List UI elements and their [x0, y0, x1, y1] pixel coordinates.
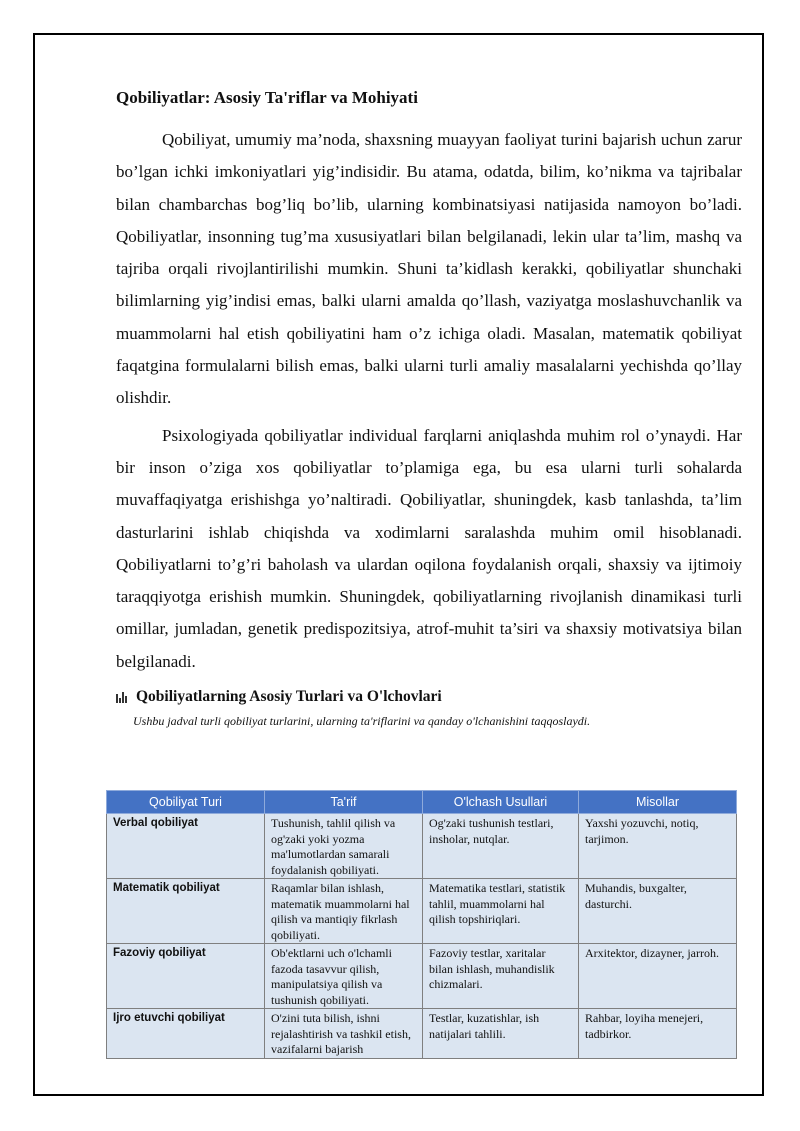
- abilities-table: [106, 790, 737, 1059]
- ability-type-cell: Verbal qobiliyat: [107, 814, 265, 879]
- ability-type-cell: Matematik qobiliyat: [107, 879, 265, 944]
- measurement-cell: Matematika testlari, statistik tahlil, muammolarni hal qilish topshiriqlari.: [423, 879, 579, 944]
- examples-cell: Muhandis, buxgalter, dasturchi.: [579, 879, 737, 944]
- ability-type-cell: Fazoviy qobiliyat: [107, 944, 265, 1009]
- table-row: [107, 879, 737, 944]
- paragraph-2: Psixologiyada qobiliyatlar individual farqlarni aniqlashda muhim rol o’ynaydi. Har bir inson o’ziga xos qobiliyatlar to’plamiga ega, bu esa ularni turli sohalarda muvaffaqiyatga erishishga yo’naltiradi. Qobiliyatlar, shuningdek, kasb tanlashda, ta’lim dasturlarini ishlab chiqishda va xodimlarni saralashda muhim omil hisoblanadi. Qobiliyatlarni to’g’ri baholash va ulardan oqilona foydalanish orqali, shaxsiy va ijtimoiy taraqqiyotga erishish mumkin. Shuningdek, qobiliyatlarning rivojlanish dinamikasi turli omillar, jumladan, genetik predispozitsiya, atrof-muhit ta’siri va shaxsiy motivatsiya bilan belgilanadi.: [116, 425, 742, 671]
- table-caption: Ushbu jadval turli qobiliyat turlarini, ularning ta'riflarini va qanday o'lchanishini taqqoslaydi.: [133, 714, 591, 729]
- measurement-cell: Fazoviy testlar, xaritalar bilan ishlash, muhandislik chizmalari.: [423, 944, 579, 1009]
- table-row: [107, 814, 737, 879]
- column-header: Misollar: [579, 791, 737, 814]
- paragraph-1: Qobiliyat, umumiy ma’noda, shaxsning muayyan faoliyat turini bajarish uchun zarur bo’lgan ichki imkoniyatlari yig’indisidir. Bu atama, odatda, bilim, ko’nikma va tajribalar bilan chambarchas bog’liq bo’lib, ularning kombinatsiyasi natijasida namoyon bo’ladi. Qobiliyatlar, insonning tug’ma xususiyatlari bilan belgilanadi, lekin ular ta’lim, mashq va tajriba orqali rivojlantirilishi mumkin. Shuni ta’kidlash kerakki, qobiliyatlar shunchaki bilimlarning yig’indisi emas, balki ularni amalda qo’llash, vaziyatga moslashuvchanlik va muammolarni hal etish qobiliyatini ham o’z ichiga oladi. Masalan, matematik qobiliyat faqatgina formulalarni bilish emas, balki ularni turli amaliy masalalarni yechishda qo’llay olishdir.: [116, 130, 742, 408]
- ability-type-cell: Ijro etuvchi qobiliyat: [107, 1009, 265, 1059]
- examples-cell: Arxitektor, dizayner, jarroh.: [579, 944, 737, 1009]
- definition-cell: Ob'ektlarni uch o'lchamli fazoda tasavvur qilish, manipulatsiya qilish va tushunish qobiliyati.: [265, 944, 423, 1009]
- measurement-cell: Testlar, kuzatishlar, ish natijalari tahlili.: [423, 1009, 579, 1059]
- table-heading-text: Qobiliyatlarning Asosiy Turlari va O'lchovlari: [136, 688, 442, 706]
- definition-cell: Tushunish, tahlil qilish va og'zaki yoki yozma ma'lumotlardan samarali foydalanish qobiliyati.: [265, 814, 423, 879]
- table-header-row: [107, 791, 737, 814]
- table-row: [107, 1009, 737, 1059]
- document-body: [116, 86, 742, 730]
- examples-cell: Rahbar, loyiha menejeri, tadbirkor.: [579, 1009, 737, 1059]
- table-heading: [116, 686, 742, 708]
- column-header: O'lchash Usullari: [423, 791, 579, 814]
- bar-chart-icon: [116, 692, 128, 703]
- table-row: [107, 944, 737, 1009]
- measurement-cell: Og'zaki tushunish testlari, insholar, nutqlar.: [423, 814, 579, 879]
- definition-cell: Raqamlar bilan ishlash, matematik muammolarni hal qilish va mantiqiy fikrlash qobiliyati.: [265, 879, 423, 944]
- definition-cell: O'zini tuta bilish, ishni rejalashtirish va tashkil etish, vazifalarni bajarish: [265, 1009, 423, 1059]
- examples-cell: Yaxshi yozuvchi, notiq, tarjimon.: [579, 814, 737, 879]
- column-header: Qobiliyat Turi: [107, 791, 265, 814]
- section-heading: Qobiliyatlar: Asosiy Ta'riflar va Mohiyati: [116, 88, 418, 107]
- column-header: Ta'rif: [265, 791, 423, 814]
